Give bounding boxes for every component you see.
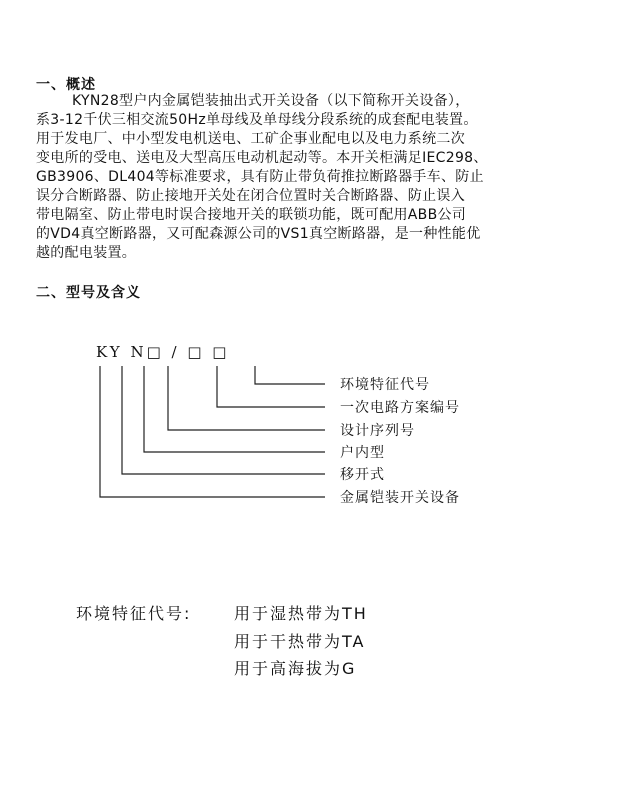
meaning-label: 移开式 bbox=[340, 467, 385, 483]
body-line: 变电所的受电、送电及大型高压电动机起动等。本开关柜满足IEC298、 bbox=[36, 150, 488, 166]
body-line: KYN28型户内金属铠装抽出式开关设备（以下简称开关设备）， bbox=[72, 93, 470, 109]
leader-line bbox=[144, 366, 325, 452]
section1-heading: 一、概述 bbox=[36, 77, 96, 93]
body-line: 带电隔室、防止带电时误合接地开关的联锁功能，既可配用ABB公司 bbox=[36, 207, 467, 223]
meaning-label: 设计序列号 bbox=[340, 423, 415, 439]
body-line: 的VD4真空断路器，又可配森源公司的VS1真空断路器，是一种性能优 bbox=[36, 226, 481, 242]
meaning-label: 户内型 bbox=[340, 445, 385, 461]
body-line: 误分合断路器、防止接地开关处在闭合位置时关合断路器、防止误入 bbox=[36, 188, 465, 204]
leader-line bbox=[122, 366, 325, 474]
leader-line bbox=[217, 366, 325, 407]
meaning-label: 环境特征代号 bbox=[340, 377, 430, 393]
environment-item: 用于高海拔为G bbox=[234, 659, 357, 678]
body-line: 系3-12千伏三相交流50Hz单母线及单母线分段系统的成套配电装置。 bbox=[36, 112, 478, 128]
leader-line bbox=[168, 366, 325, 430]
body-line: GB3906、DL404等标准要求，具有防止带负荷推拉断路器手车、防止 bbox=[36, 169, 484, 185]
environment-item: 用于湿热带为TH bbox=[234, 604, 368, 623]
meaning-label: 金属铠装开关设备 bbox=[340, 490, 460, 506]
leader-line bbox=[255, 366, 325, 384]
body-line: 越的配电装置。 bbox=[36, 245, 137, 261]
model-code: KY N□ / □ □ bbox=[96, 343, 230, 361]
section2-heading: 二、型号及含义 bbox=[36, 285, 141, 301]
meaning-label: 一次电路方案编号 bbox=[340, 400, 460, 416]
leader-line bbox=[100, 366, 325, 497]
environment-label: 环境特征代号: bbox=[76, 604, 192, 623]
environment-item: 用于干热带为TA bbox=[234, 632, 366, 651]
body-line: 用于发电厂、中小型发电机送电、工矿企事业配电以及电力系统二次 bbox=[36, 131, 465, 147]
